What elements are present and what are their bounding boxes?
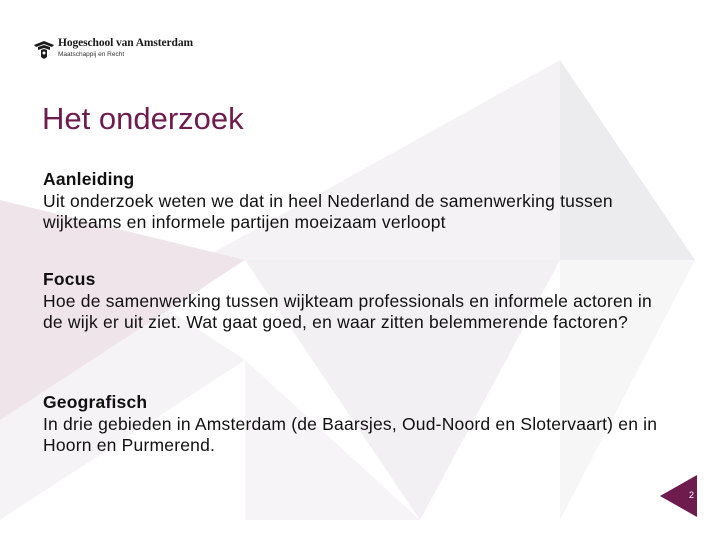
section-text: Uit onderzoek weten we dat in heel Nederland de samenwerking tussen wijkteams en informele partijen moeizaam verloopt: [43, 191, 613, 232]
section-focus: [43, 268, 663, 333]
section-heading: Focus: [43, 269, 96, 289]
logo: [33, 37, 253, 61]
page-number: 2: [688, 490, 694, 500]
logo-name: Hogeschool van Amsterdam: [58, 37, 193, 49]
logo-tagline: Maatschappij en Recht: [58, 51, 125, 58]
section-heading: Geografisch: [43, 392, 148, 412]
hva-emblem-icon: [33, 38, 55, 60]
section-geografisch: [43, 391, 663, 456]
section-aanleiding: [43, 168, 663, 233]
section-heading: Aanleiding: [43, 169, 135, 189]
slide-title: Het onderzoek: [42, 101, 244, 136]
section-text: Hoe de samenwerking tussen wijkteam professionals en informele actoren in de wijk er uit ziet. Wat gaat goed, en waar zitten belemmerende factoren?: [43, 291, 652, 332]
section-text: In drie gebieden in Amsterdam (de Baarsjes, Oud-Noord en Slotervaart) en in Hoorn en Purmerend.: [43, 414, 658, 455]
